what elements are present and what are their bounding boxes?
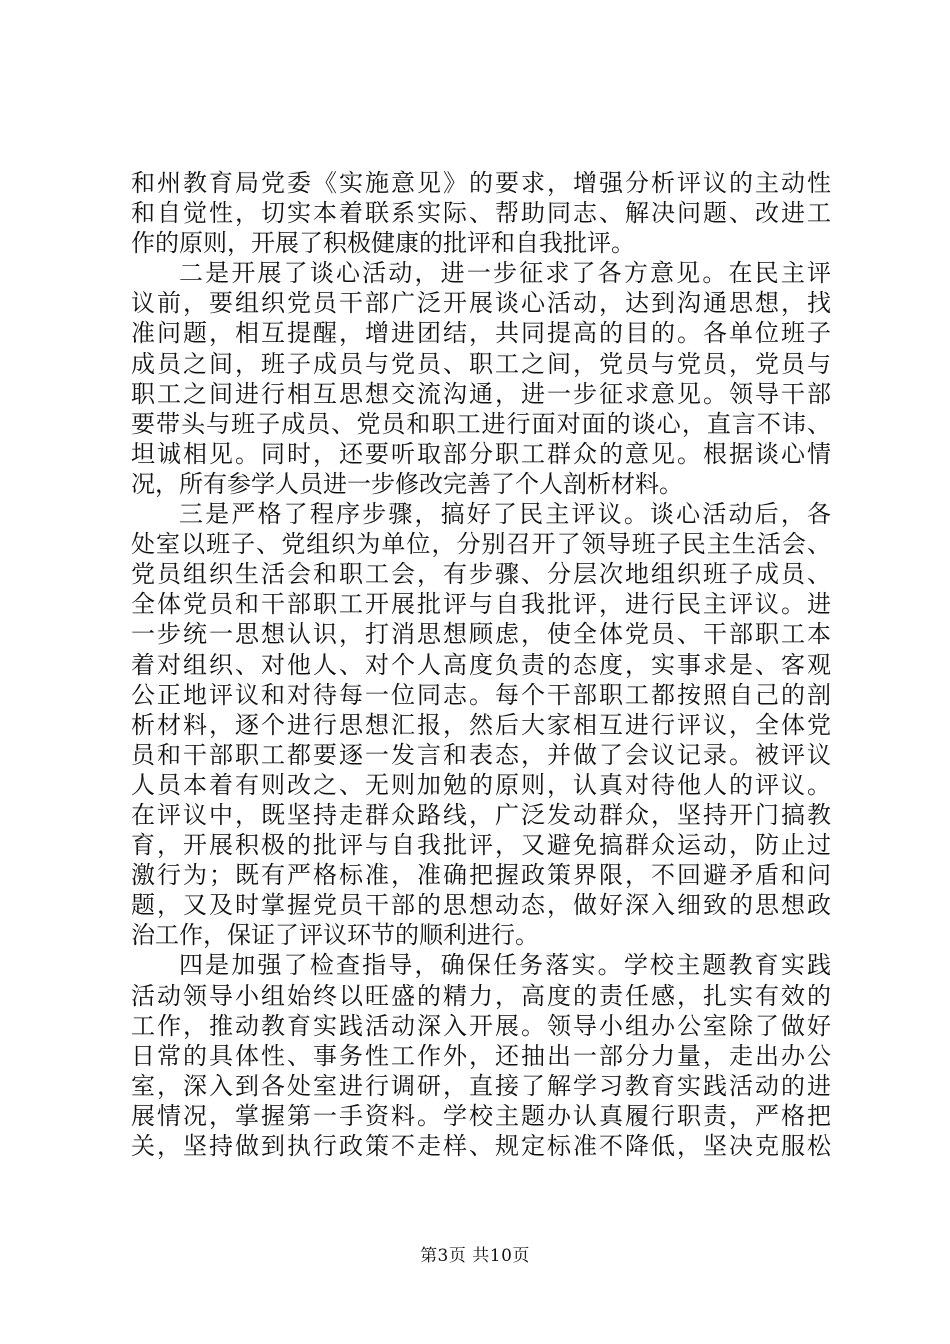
page-number-footer: 第3页 共10页 bbox=[420, 1246, 530, 1266]
text-line: 育，开展积极的批评与自我批评，又避免搞群众运动，防止过 bbox=[131, 831, 831, 860]
text-line: 作的原则，开展了积极健康的批评和自我批评。 bbox=[131, 229, 635, 258]
text-line: 一步统一思想认识，打消思想顾虑，使全体党员、干部职工本 bbox=[131, 620, 831, 649]
paragraph-first-line: 三是严格了程序步骤，搞好了民主评议。谈心活动后，各 bbox=[179, 500, 831, 529]
text-line: 公正地评议和对待每一位同志。每个干部职工都按照自己的剖 bbox=[131, 680, 831, 709]
text-line: 要带头与班子成员、党员和职工进行面对面的谈心，直言不讳、 bbox=[131, 409, 831, 438]
text-line: 日常的具体性、事务性工作外，还抽出一部分力量，走出办公 bbox=[131, 1041, 831, 1070]
text-line: 工作，推动教育实践活动深入开展。领导小组办公室除了做好 bbox=[131, 1011, 831, 1040]
text-line: 成员之间，班子成员与党员、职工之间，党员与党员，党员与 bbox=[131, 349, 831, 378]
text-line: 着对组织、对他人、对个人高度负责的态度，实事求是、客观 bbox=[131, 650, 831, 679]
text-line: 人员本着有则改之、无则加勉的原则，认真对待他人的评议。 bbox=[131, 770, 831, 799]
paragraph-first-line: 二是开展了谈心活动，进一步征求了各方意见。在民主评 bbox=[179, 259, 831, 288]
text-line: 治工作，保证了评议环节的顺利进行。 bbox=[131, 921, 539, 950]
body-text bbox=[131, 168, 831, 1161]
text-line: 展情况，掌握第一手资料。学校主题办认真履行职责，严格把 bbox=[131, 1101, 831, 1130]
text-line: 坦诚相见。同时，还要听取部分职工群众的意见。根据谈心情 bbox=[131, 439, 831, 468]
text-line: 室，深入到各处室进行调研，直接了解学习教育实践活动的进 bbox=[131, 1071, 831, 1100]
text-line: 党员组织生活会和职工会，有步骤、分层次地组织班子成员、 bbox=[131, 560, 831, 589]
text-line: 准问题，相互提醒，增进团结，共同提高的目的。各单位班子 bbox=[131, 319, 831, 348]
text-line: 活动领导小组始终以旺盛的精力，高度的责任感，扎实有效的 bbox=[131, 981, 831, 1010]
text-line: 激行为；既有严格标准，准确把握政策界限，不回避矛盾和问 bbox=[131, 861, 831, 890]
paragraph-first-line: 四是加强了检查指导，确保任务落实。学校主题教育实践 bbox=[179, 951, 831, 980]
text-line: 在评议中，既坚持走群众路线，广泛发动群众，坚持开门搞教 bbox=[131, 800, 831, 829]
text-line: 关，坚持做到执行政策不走样、规定标准不降低，坚决克服松 bbox=[131, 1132, 831, 1160]
text-line: 题，又及时掌握党员干部的思想动态，做好深入细致的思想政 bbox=[131, 891, 831, 920]
text-line: 职工之间进行相互思想交流沟通，进一步征求意见。领导干部 bbox=[131, 379, 831, 408]
text-line: 和自觉性，切实本着联系实际、帮助同志、解决问题、改进工 bbox=[131, 199, 831, 228]
text-line: 员和干部职工都要逐一发言和表态，并做了会议记录。被评议 bbox=[131, 740, 831, 769]
text-line: 处室以班子、党组织为单位，分别召开了领导班子民主生活会、 bbox=[131, 530, 831, 559]
text-line: 况，所有参学人员进一步修改完善了个人剖析材料。 bbox=[131, 469, 683, 498]
text-line: 全体党员和干部职工开展批评与自我批评，进行民主评议。进 bbox=[131, 590, 831, 619]
text-line: 议前，要组织党员干部广泛开展谈心活动，达到沟通思想，找 bbox=[131, 289, 831, 318]
text-line: 和州教育局党委《实施意见》的要求，增强分析评议的主动性 bbox=[131, 169, 831, 197]
text-line: 析材料，逐个进行思想汇报，然后大家相互进行评议，全体党 bbox=[131, 710, 831, 739]
